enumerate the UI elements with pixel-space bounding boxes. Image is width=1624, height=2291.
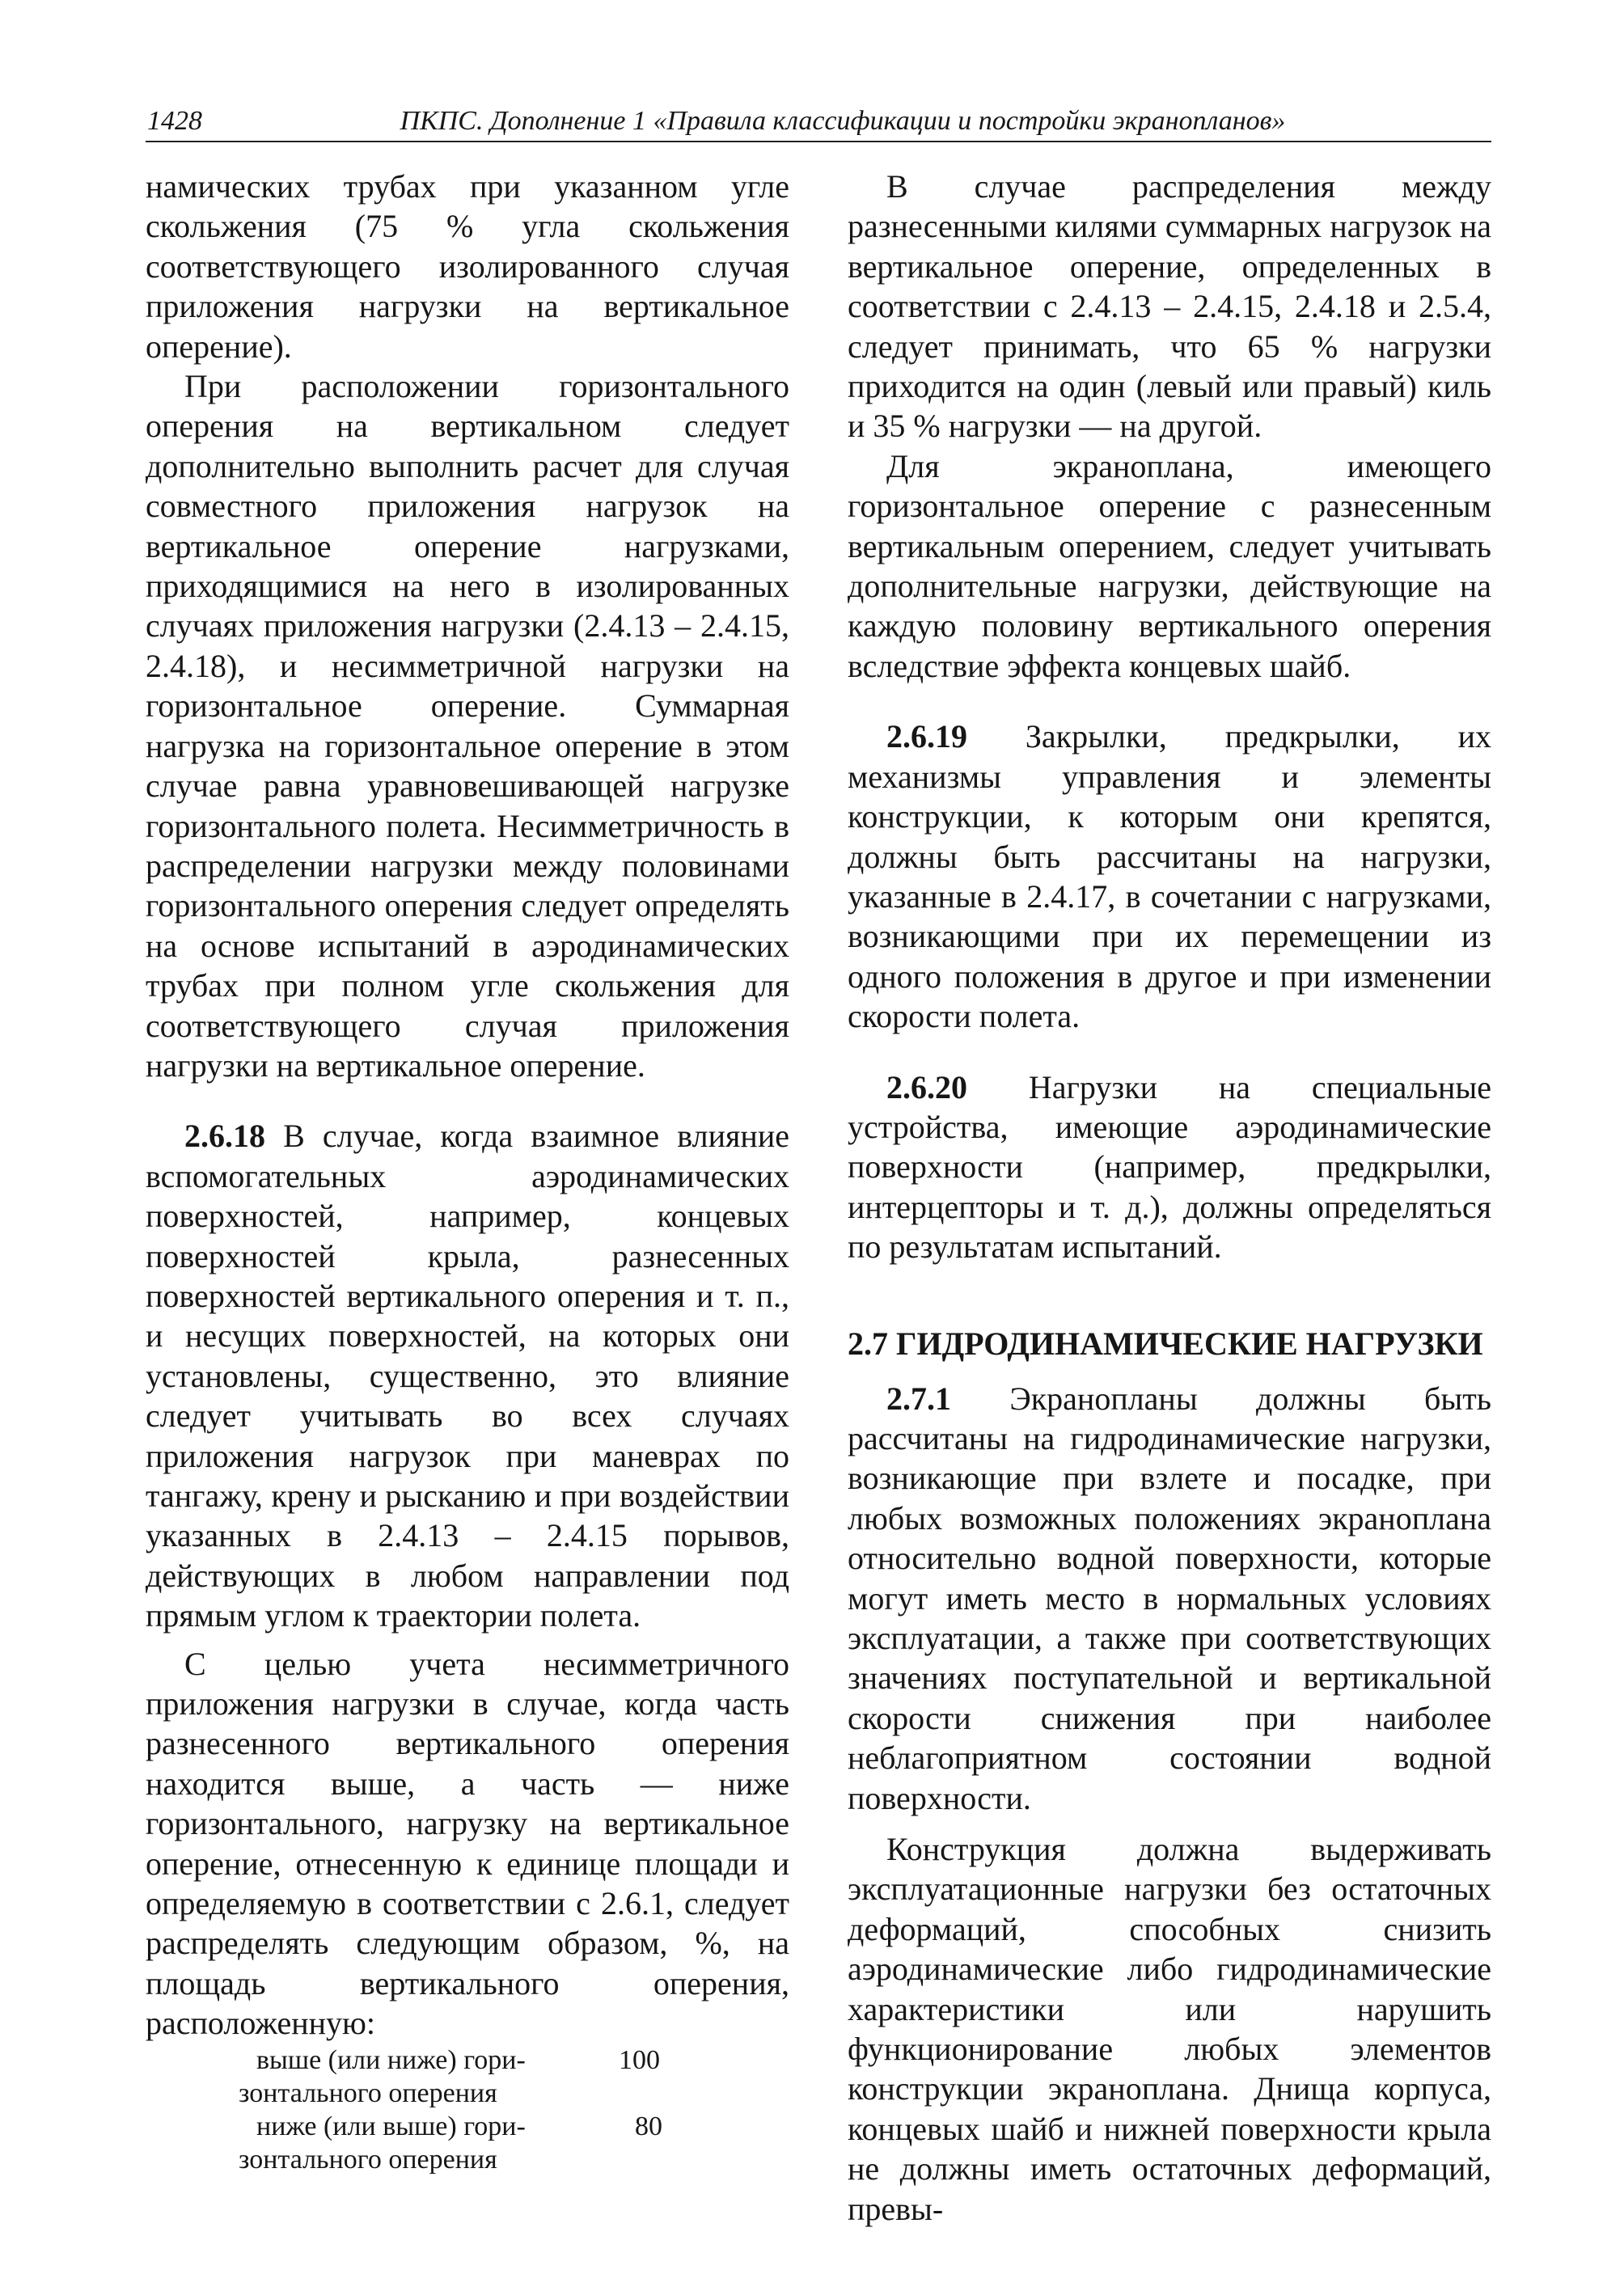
section-2-6-20: [848, 1067, 1491, 1267]
paragraph-asymmetric-load: С целью учета несимметричного приложения нагрузки в случае, когда часть разнесенного вертикального оперения находится выше, а часть — ниже горизонтального, нагрузку на вертикальное оперение, отнесенную к единице площади и определяемую в соответствии с 2.6.1, следует распределять следующим образом, %, на площадь вертикального оперения, расположенную:: [146, 1645, 789, 2042]
running-title: ПКПС. Дополнение 1 «Правила классификации и постройки экранопланов»: [400, 106, 1286, 136]
row-label-line1: ниже (или выше) гори-: [256, 2111, 526, 2141]
page-number: 1428: [147, 106, 202, 136]
row-label-line1: выше (или ниже) гори-: [256, 2044, 526, 2075]
paragraph-keels: В случае распределения между разнесенными килями суммарных нагрузок на вертикальное оперение, определенных в соответствии с 2.4.13 – 2.4.15, 2.4.18 и 2.5.4, следует принимать, что 65 % нагрузки приходится на один (левый или правый) киль и 35 % нагрузки — на другой.: [848, 168, 1491, 445]
paragraph-continued: намических трубах при указанном угле скольжения (75 % угла скольжения соответствующего изолированного случая приложения нагрузки на вертикальное оперение).: [146, 168, 789, 365]
section-text: Экранопланы должны быть рассчитаны на гидродинамические нагрузки, возникающие при взлете и посадке, при любых возможных положениях экраноплана относительно водной поверхности, которые могут иметь место в нормальных условиях эксплуатации, а также при соответствующих значениях поступательной и вертикальной скорости снижения при наиболее неблагоприятном состоянии водной поверхности.: [848, 1380, 1491, 1816]
table-row: [239, 2044, 732, 2110]
section-number: 2.7.1: [886, 1380, 951, 1417]
right-column: [848, 167, 1491, 2229]
load-distribution-table: [239, 2044, 732, 2176]
section-2-6-19: [848, 716, 1491, 1036]
section-text: Нагрузки на специальные устройства, имеющие аэродинамические поверхности (например, предкрылки, интерцепторы и т. д.), должны определяться по результатам испытаний.: [848, 1068, 1492, 1266]
left-column: [146, 167, 789, 2176]
running-header: [146, 104, 1491, 142]
paragraph-end-plates: Для экраноплана, имеющего горизонтальное оперение с разнесенным вертикальным оперением, следует учитывать дополнительные нагрузки, действующие на каждую половину вертикального оперения вследствие эффекта концевых шайб.: [848, 447, 1491, 684]
section-number: 2.6.19: [886, 718, 967, 755]
row-value: 100: [619, 2044, 660, 2075]
row-label-line2: зонтального оперения: [239, 2144, 497, 2175]
section-2-6-18: [146, 1116, 789, 1635]
section-number: 2.6.18: [184, 1118, 265, 1155]
row-label-line2: зонтального оперения: [239, 2078, 497, 2108]
paragraph-horizontal-tail: При расположении горизонтального оперения на вертикальном следует дополнительно выполнить расчет для случая совместного приложения нагрузок на вертикальное оперение нагрузками, приходящимися на него в изолированных случаях приложения нагрузки (2.4.13 – 2.4.15, 2.4.18), и несимметричной нагрузки на горизонтальное оперение. Суммарная нагрузка на горизонтальное оперение в этом случае равна уравновешивающей нагрузке горизонтального полета. Несимметричность в распределении нагрузки между половинами горизонтального оперения следует определять на основе испытаний в аэродинамических трубах при полном угле скольжения для соответствующего случая приложения нагрузки на вертикальное оперение.: [146, 368, 789, 1084]
paragraph-construction: Конструкция должна выдерживать эксплуатационные нагрузки без остаточных деформаций, способных снизить аэродинамические либо гидродинамические характеристики или нарушить функционирование любых элементов конструкции экраноплана. Днища корпуса, концевых шайб и нижней поверхности крыла не должны иметь остаточных деформаций, превы-: [848, 1831, 1491, 2227]
row-value: 80: [635, 2111, 662, 2141]
section-text: Закрылки, предкрылки, их механизмы управления и элементы конструкции, к которым они крепятся, должны быть рассчитаны на нагрузки, указанные в 2.4.17, в сочетании с нагрузками, возникающими при их перемещении из одного положения в другое и при изменении скорости полета.: [848, 718, 1492, 1035]
section-text: В случае, когда взаимное влияние вспомогательных аэродинамических поверхностей, например, концевых поверхностей крыла, разнесенных поверхностей вертикального оперения и т. п., и несущих поверхностей, на которых они установлены, существенно, это влияние следует учитывать во всех случаях приложения нагрузок при маневрах по тангажу, крену и рысканию и при воздействии указанных в 2.4.13 – 2.4.15 порывов, действующих в любом направлении под прямым углом к траектории полета.: [146, 1118, 789, 1634]
section-heading-2-7: 2.7 ГИДРОДИНАМИЧЕСКИЕ НАГРУЗКИ: [848, 1325, 1483, 1362]
table-row: [239, 2110, 732, 2176]
section-number: 2.6.20: [886, 1068, 967, 1105]
section-2-7-1: [848, 1379, 1491, 1818]
